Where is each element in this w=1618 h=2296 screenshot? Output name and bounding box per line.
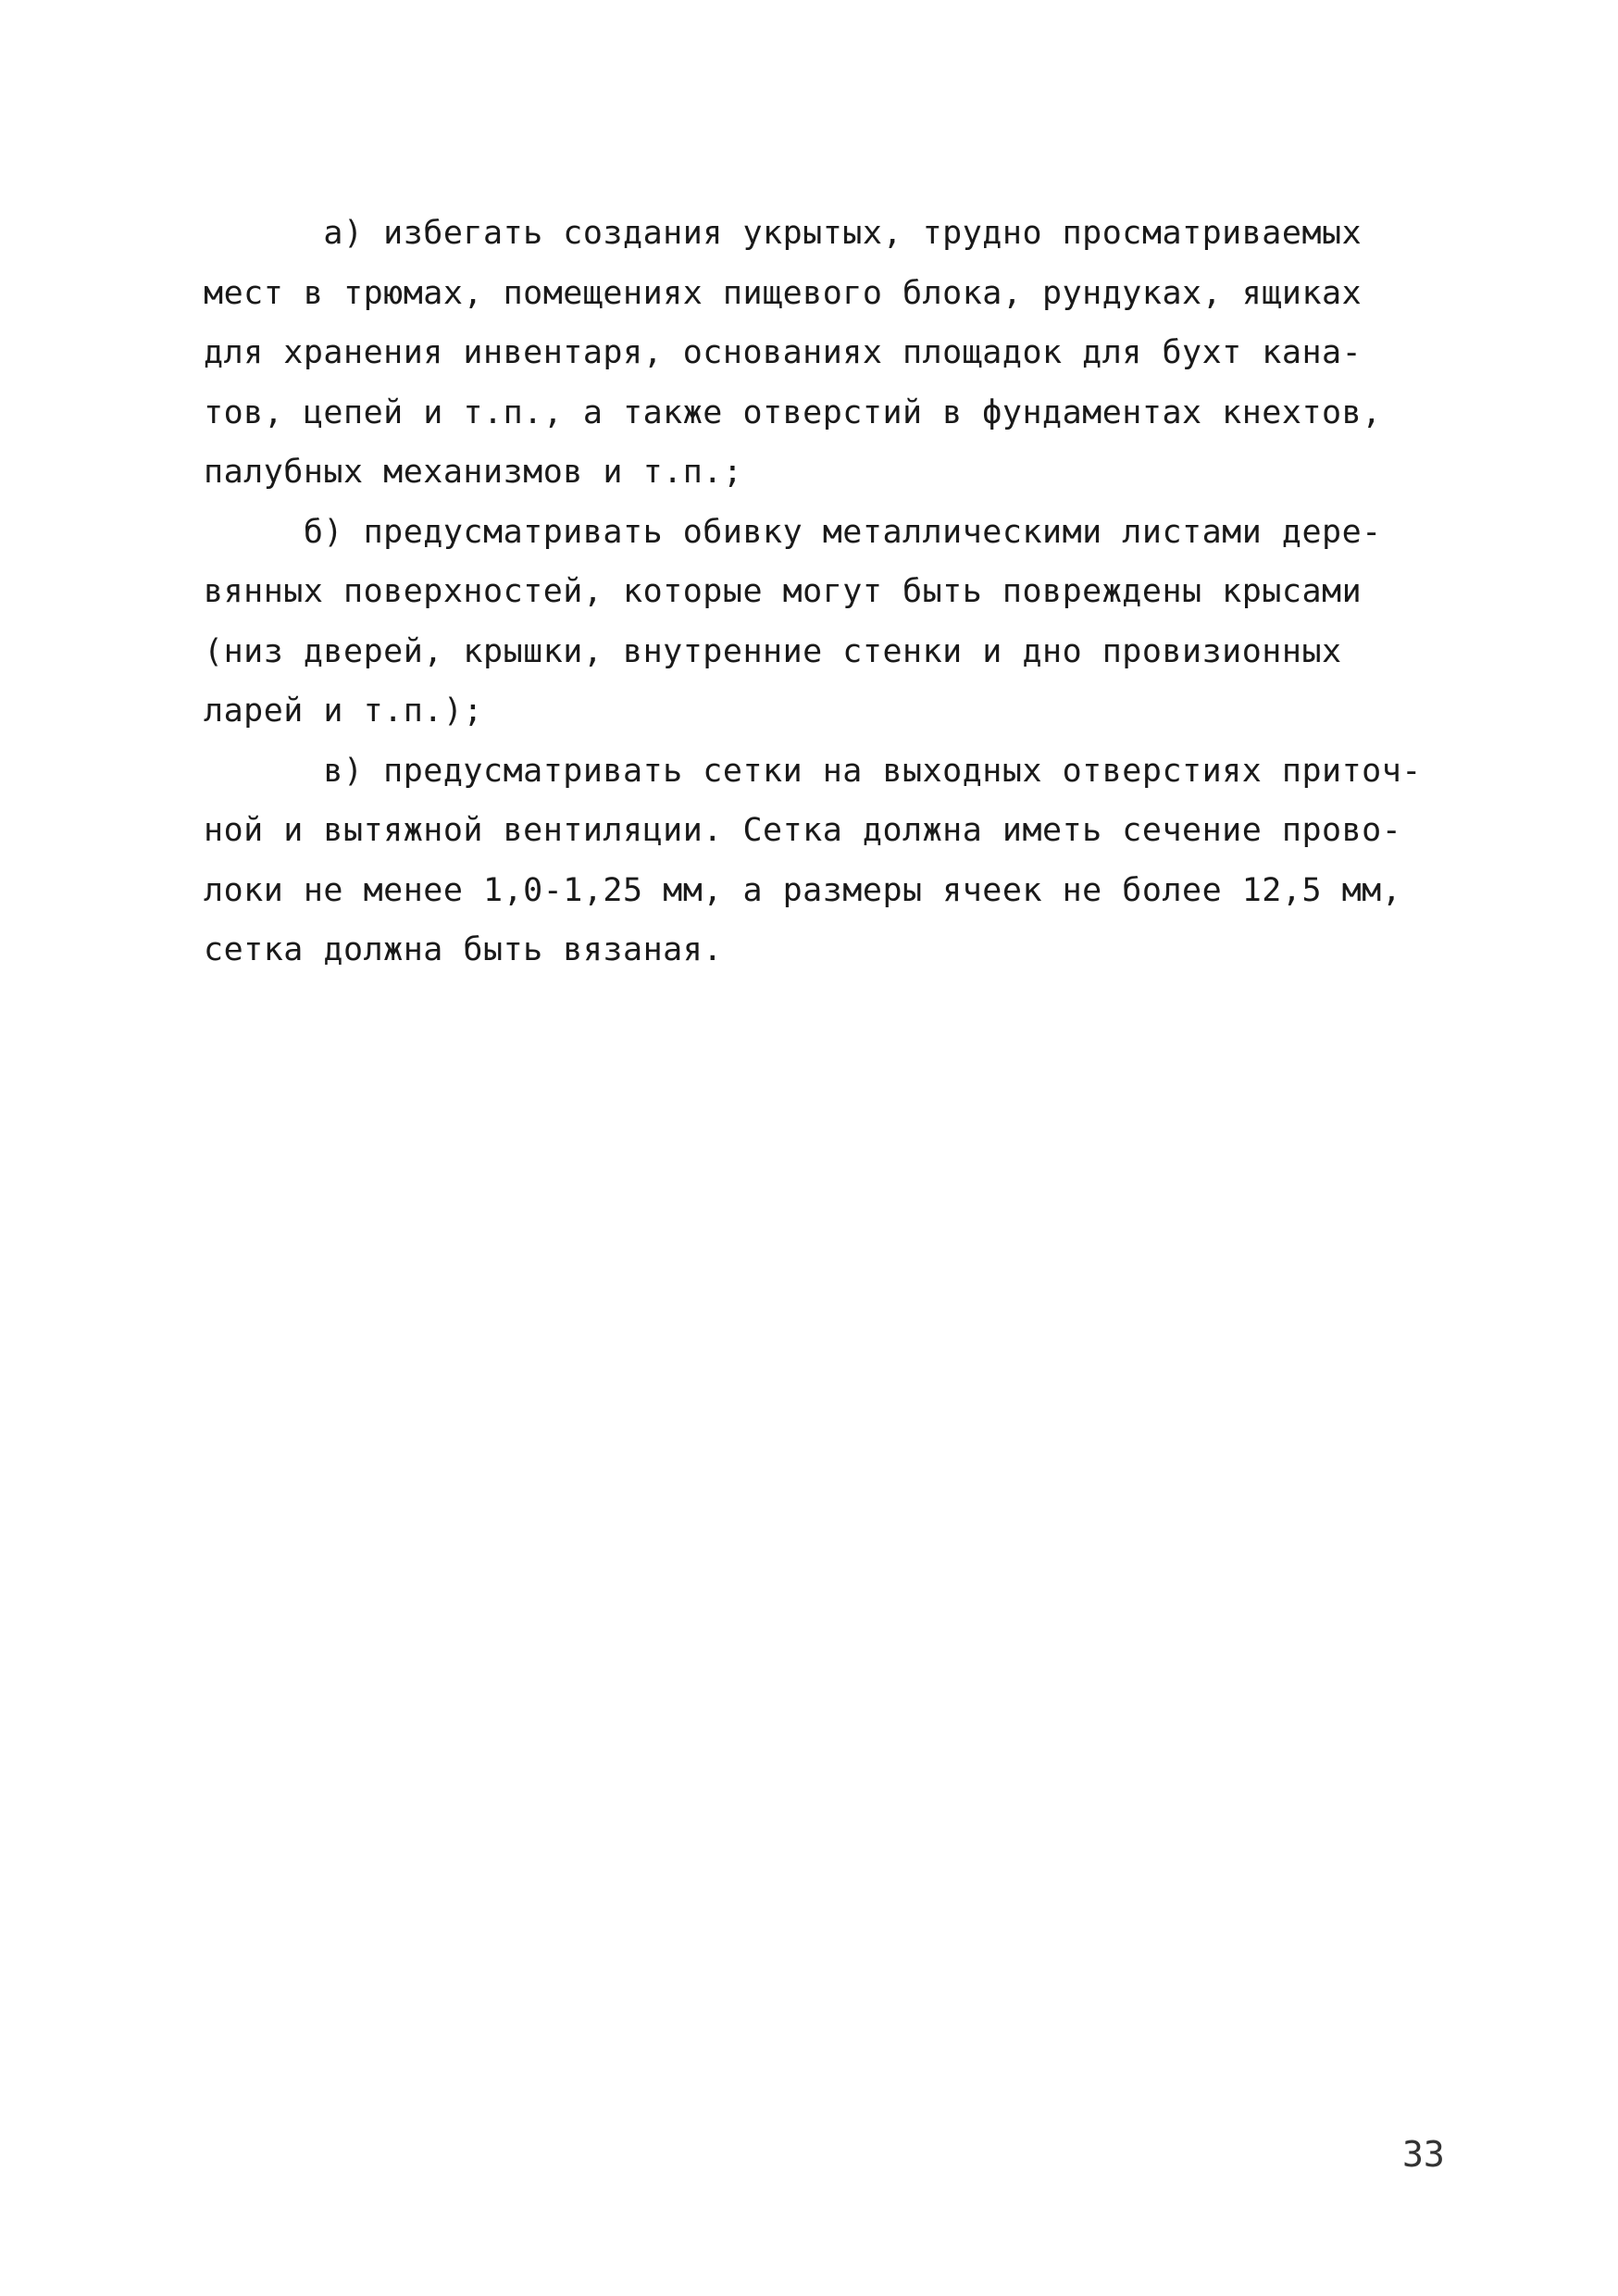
text-line-1: а) избегать создания укрытых, трудно просматриваемых [204, 215, 1363, 252]
text-line-11: ной и вытяжной вентиляции. Сетка должна иметь сечение прово- [204, 812, 1402, 849]
text-line-5: палубных механизмов и т.п.; [204, 454, 743, 491]
text-line-3: для хранения инвентаря, основаниях площадок для бухт кана- [204, 334, 1363, 371]
text-line-4: тов, цепей и т.п., а также отверстий в фундаментах кнехтов, [204, 393, 1382, 431]
text-line-2: мест в трюмах, помещениях пищевого блока, рундуках, ящиках [204, 274, 1363, 312]
text-line-9: ларей и т.п.); [204, 693, 484, 730]
page-number: 33 [1402, 2134, 1445, 2175]
text-line-10: в) предусматривать сетки на выходных отверстиях приточ- [204, 752, 1422, 790]
text-line-13: сетка должна быть вязаная. [204, 931, 723, 968]
text-line-6: б) предусматривать обивку металлическими листами дере- [204, 513, 1382, 551]
body-text [204, 204, 1444, 980]
text-line-8: (низ дверей, крышки, внутренние стенки и дно провизионных [204, 632, 1342, 670]
text-line-7: вянных поверхностей, которые могут быть повреждены крысами [204, 573, 1363, 610]
text-line-12: локи не менее 1,0-1,25 мм, а размеры ячеек не более 12,5 мм, [204, 871, 1402, 909]
